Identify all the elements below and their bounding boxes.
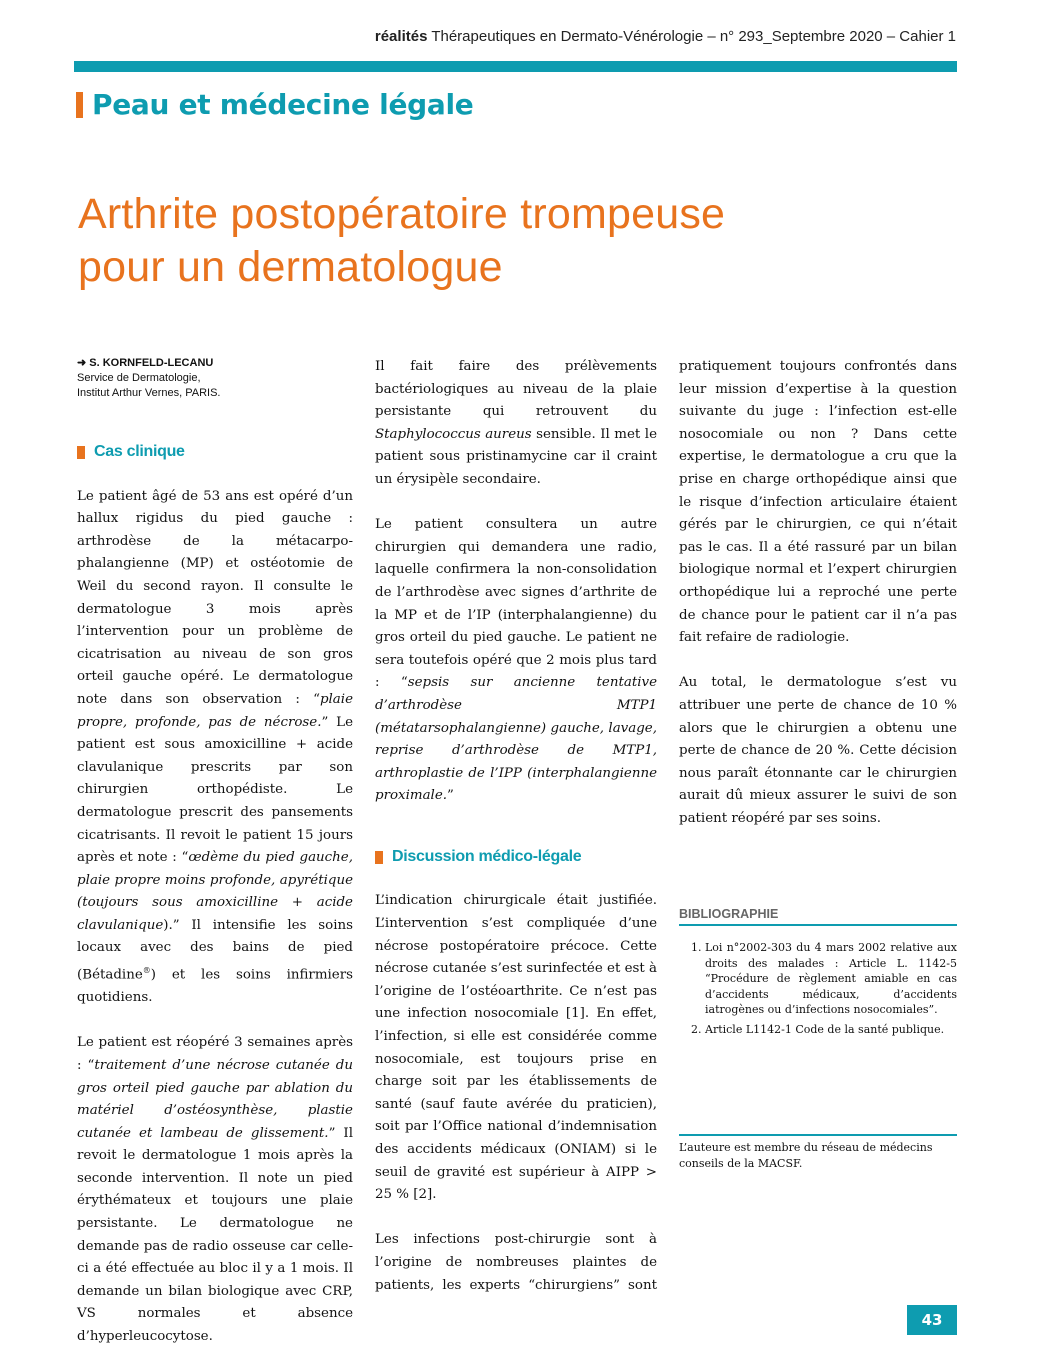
section-heading-discussion: Discussion médico-légale bbox=[375, 846, 657, 869]
author-affiliation-1: Service de Dermatologie, bbox=[77, 372, 201, 384]
section-marker-icon bbox=[77, 446, 85, 459]
title-line-1: Arthrite postopératoire trompeuse bbox=[78, 190, 726, 238]
author-name: ➜ S. KORNFELD-LECANU bbox=[77, 357, 214, 369]
author-affiliation-2: Institut Arthur Vernes, PARIS. bbox=[77, 387, 221, 399]
article-title bbox=[78, 188, 725, 294]
paragraph: Au total, le dermatologue s’est vu attribuer une perte de chance de 10 % alors que le chirurgien a obtenu une perte de chance de 20 %. Cette décision nous paraît étonnante car le chirurgien aurait dû mieux assurer le suivi de son patient réopéré par ses soins. bbox=[679, 675, 957, 826]
author-note: L’auteure est membre du réseau de médecins conseils de la MACSF. bbox=[679, 1134, 957, 1171]
paragraph: Il fait faire des prélèvements bactériologiques au niveau de la plaie persistante qui retrouvent du Staphylococcus aureus sensible. Il met le patient sous pristinamycine car il craint un érysipèle secondaire. bbox=[375, 359, 657, 487]
author-block bbox=[77, 356, 353, 401]
journal-brand: réalités bbox=[374, 28, 428, 45]
title-line-2: pour un dermatologue bbox=[78, 243, 503, 291]
journal-info: Thérapeutiques en Dermato-Vénérologie – n° 293_Septembre 2020 – Cahier 1 bbox=[431, 28, 956, 45]
paragraph: Le patient consultera un autre chirurgien qui demandera une radio, laquelle confirmera la non-consolidation de l’arthrodèse avec signes d’arthrite de la MP et de l’IP (interphalangienne) du gros orteil du pied gauche. Le patient ne sera toutefois opéré que 2 mois plus tard : “sepsis sur ancienne tentative d’arthrodèse MTP1 (métatarsophalangienne) gauche, lavage, reprise d’arthrodèse de MTP1, arthroplastie de l’IPP (interphalangienne proximale.” bbox=[375, 517, 657, 804]
bibliography-item: 1. Loi n°2002-303 du 4 mars 2002 relative aux droits des malades : Article L. 1142-5 “Procédure de règlement amiable en cas d’accidents médicaux, d’accidents iatrogènes ou d’infections nosocomiales”. bbox=[705, 940, 957, 1018]
running-header bbox=[375, 28, 956, 45]
column-3 bbox=[679, 356, 957, 853]
bibliography-item: 2. Article L1142-1 Code de la santé publique. bbox=[705, 1022, 957, 1038]
page-number: 43 bbox=[907, 1305, 957, 1335]
bibliography bbox=[679, 907, 957, 1041]
column-2 bbox=[375, 356, 657, 1320]
rubric bbox=[76, 88, 474, 121]
bibliography-heading: BIBLIOGRAPHIE bbox=[679, 907, 957, 926]
paragraph: L’indication chirurgicale était justifiée. L’intervention s’est compliquée d’une nécrose postopératoire précoce. Cette nécrose cutanée s’est surinfectée et est à l’origine de l’ostéoarthrite. Ce n’est pas une infection nosocomiale [1]. En effet, l’infection, si elle est considérée comme nosocomiale, est toujours prise en charge soit par les établissements de santé (sauf faute avérée du praticien), soit par l’Office national d’indemnisation des accidents médicaux (ONIAM) si le seuil de gravité est supérieur à AIPP > 25 % [2]. bbox=[375, 893, 657, 1203]
arrow-icon: ➜ bbox=[77, 357, 87, 369]
paragraph: Le patient est réopéré 3 semaines après : “traitement d’une nécrose cutanée du gros orteil pied gauche par ablation du matériel d’ostéosynthèse, plastie cutanée et lambeau de glissement.” Il revoit le dermatologue 1 mois après la seconde intervention. Il note un pied érythémateux et toujours une plaie persistante. Le dermatologue ne demande pas de radio osseuse car celle-ci a été effectuée au bloc il y a 1 mois. Il demande un bilan biologique avec CRP, VS normales et absence d’hyperleucocytose. bbox=[77, 1035, 353, 1345]
paragraph-continued: pratiquement toujours confrontés dans leur mission d’expertise à la question suivante du juge : l’infection est-elle nosocomiale ou non ? Dans cette expertise, le dermatologue a cru que la prise en charge orthopédique ainsi que le risque d’infection articulaire étaient gérés par le chirurgien, ce qui n’était pas le cas. Il a été rassuré par un bilan biologique normal et l’expert chirurgien orthopédique lui a reproché une perte de chance pour le patient car il n’a pas fait refaire de radiologie. bbox=[679, 359, 957, 646]
paragraph-continued: Les infections post-chirurgie sont à l’origine de nombreuses plaintes de patients, les experts “chirurgiens” sont bbox=[375, 1232, 657, 1293]
section-marker-icon bbox=[375, 851, 383, 864]
rubric-marker-icon bbox=[76, 92, 83, 118]
paragraph: Le patient âgé de 53 ans est opéré d’un hallux rigidus du pied gauche : arthrodèse de la métacarpo-phalangienne (MP) et ostéotomie de Weil du second rayon. Il consulte le dermatologue 3 mois après l’intervention pour un problème de cicatrisation au niveau de son gros orteil gauche opéré. Le dermatologue note dans son observation : “plaie propre, profonde, pas de nécrose.” Le patient est sous amoxicilline + acide clavulanique prescrits par son chirurgien orthopédiste. Le dermatologue prescrit des pansements cicatrisants. Il revoit le patient 15 jours après et note : “œdème du pied gauche, plaie propre moins profonde, apyrétique (toujours sous amoxicilline + acide clavulanique).” Il intensifie les soins locaux avec des bains de pied (Bétadine®) et les soins infirmiers quotidiens. bbox=[77, 488, 353, 1006]
bibliography-list bbox=[679, 940, 957, 1037]
header-divider bbox=[74, 61, 957, 72]
column-1 bbox=[77, 356, 353, 1371]
section-heading-cas-clinique: Cas clinique bbox=[77, 441, 353, 464]
rubric-label: Peau et médecine légale bbox=[92, 88, 474, 121]
